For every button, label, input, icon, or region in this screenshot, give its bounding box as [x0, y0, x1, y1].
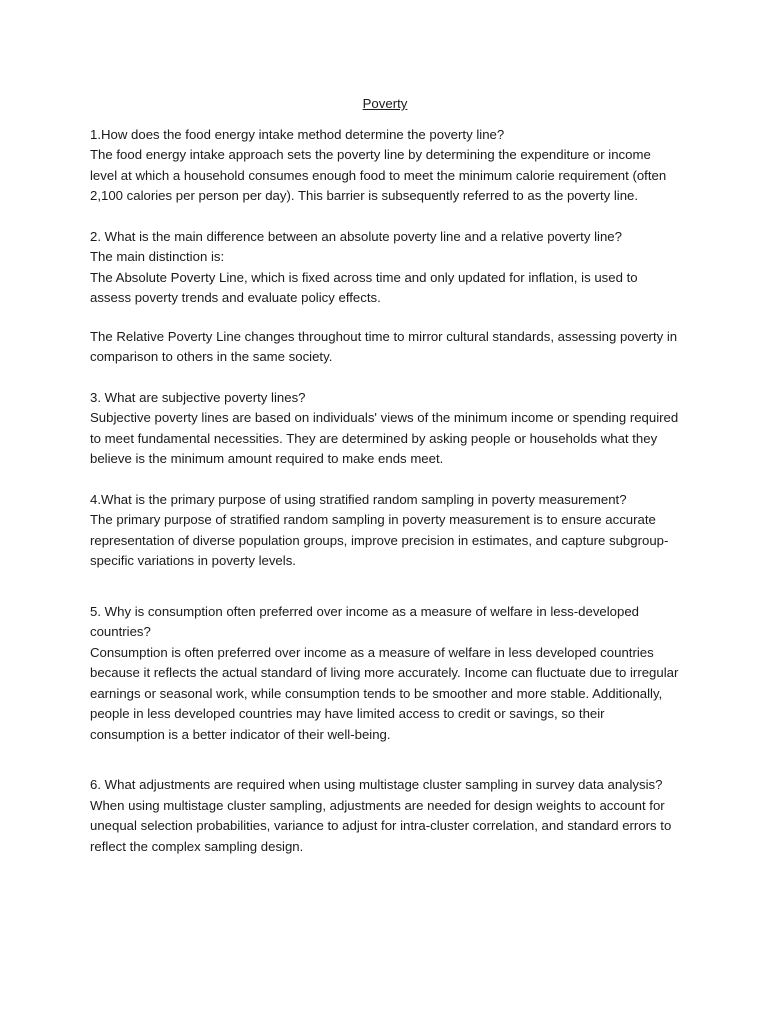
answer-2-absolute: The Absolute Poverty Line, which is fixed across time and only updated for inflation, is used to assess poverty trends and evaluate policy effects. [90, 269, 638, 305]
document-title: Poverty [362, 96, 408, 111]
question-1: 1.How does the food energy intake method determine the poverty line? [90, 126, 505, 142]
qa-section-6 [90, 775, 680, 857]
spacer [90, 470, 680, 490]
answer-5: Consumption is often preferred over income as a measure of welfare in less developed countries because it reflects the actual standard of living more accurately. Income can fluctuate due to irregular earnings or seasonal work, while consumption tends to be smoother and more stable. Additionally, people in less developed countries may have limited access to credit or savings, so their consumption is a better indicator of their well-being. [90, 644, 679, 742]
qa-section-2 [90, 227, 680, 368]
question-4: 4.What is the primary purpose of using stratified random sampling in poverty measurement? [90, 491, 627, 507]
qa-section-1 [90, 125, 680, 207]
spacer [90, 745, 680, 775]
qa-section-3 [90, 388, 680, 470]
question-2: 2. What is the main difference between an absolute poverty line and a relative poverty line? [90, 228, 622, 244]
answer-6: When using multistage cluster sampling, adjustments are needed for design weights to account for unequal selection probabilities, variance to adjust for intra-cluster correlation, and standard errors to reflect the complex sampling design. [90, 797, 672, 854]
qa-section-5 [90, 602, 680, 746]
question-3: 3. What are subjective poverty lines? [90, 389, 306, 405]
answer-1: The food energy intake approach sets the poverty line by determining the expenditure or income level at which a household consumes enough food to meet the minimum calorie requirement (often 2,100 calories per person per day). This barrier is subsequently referred to as the poverty line. [90, 147, 667, 203]
question-6: 6. What adjustments are required when using multistage cluster sampling in survey data analysis? [90, 777, 663, 792]
answer-2-intro: The main distinction is: [90, 249, 225, 264]
document-body [90, 94, 680, 857]
spacer [90, 309, 680, 327]
answer-3: Subjective poverty lines are based on individuals' views of the minimum income or spending required to meet fundamental necessities. They are determined by asking people or households what they believe is the minimum amount required to make ends meet. [90, 410, 679, 466]
answer-4: The primary purpose of stratified random sampling in poverty measurement is to ensure accurate representation of diverse population groups, improve precision in estimates, and capture subgroup-specific variations in poverty levels. [90, 512, 669, 568]
question-5: 5. Why is consumption often preferred over income as a measure of welfare in less-developed countries? [90, 603, 640, 639]
spacer [90, 572, 680, 602]
spacer [90, 207, 680, 227]
spacer [90, 368, 680, 388]
qa-section-4 [90, 490, 680, 572]
answer-2-relative: The Relative Poverty Line changes throughout time to mirror cultural standards, assessing poverty in comparison to others in the same society. [90, 328, 678, 364]
